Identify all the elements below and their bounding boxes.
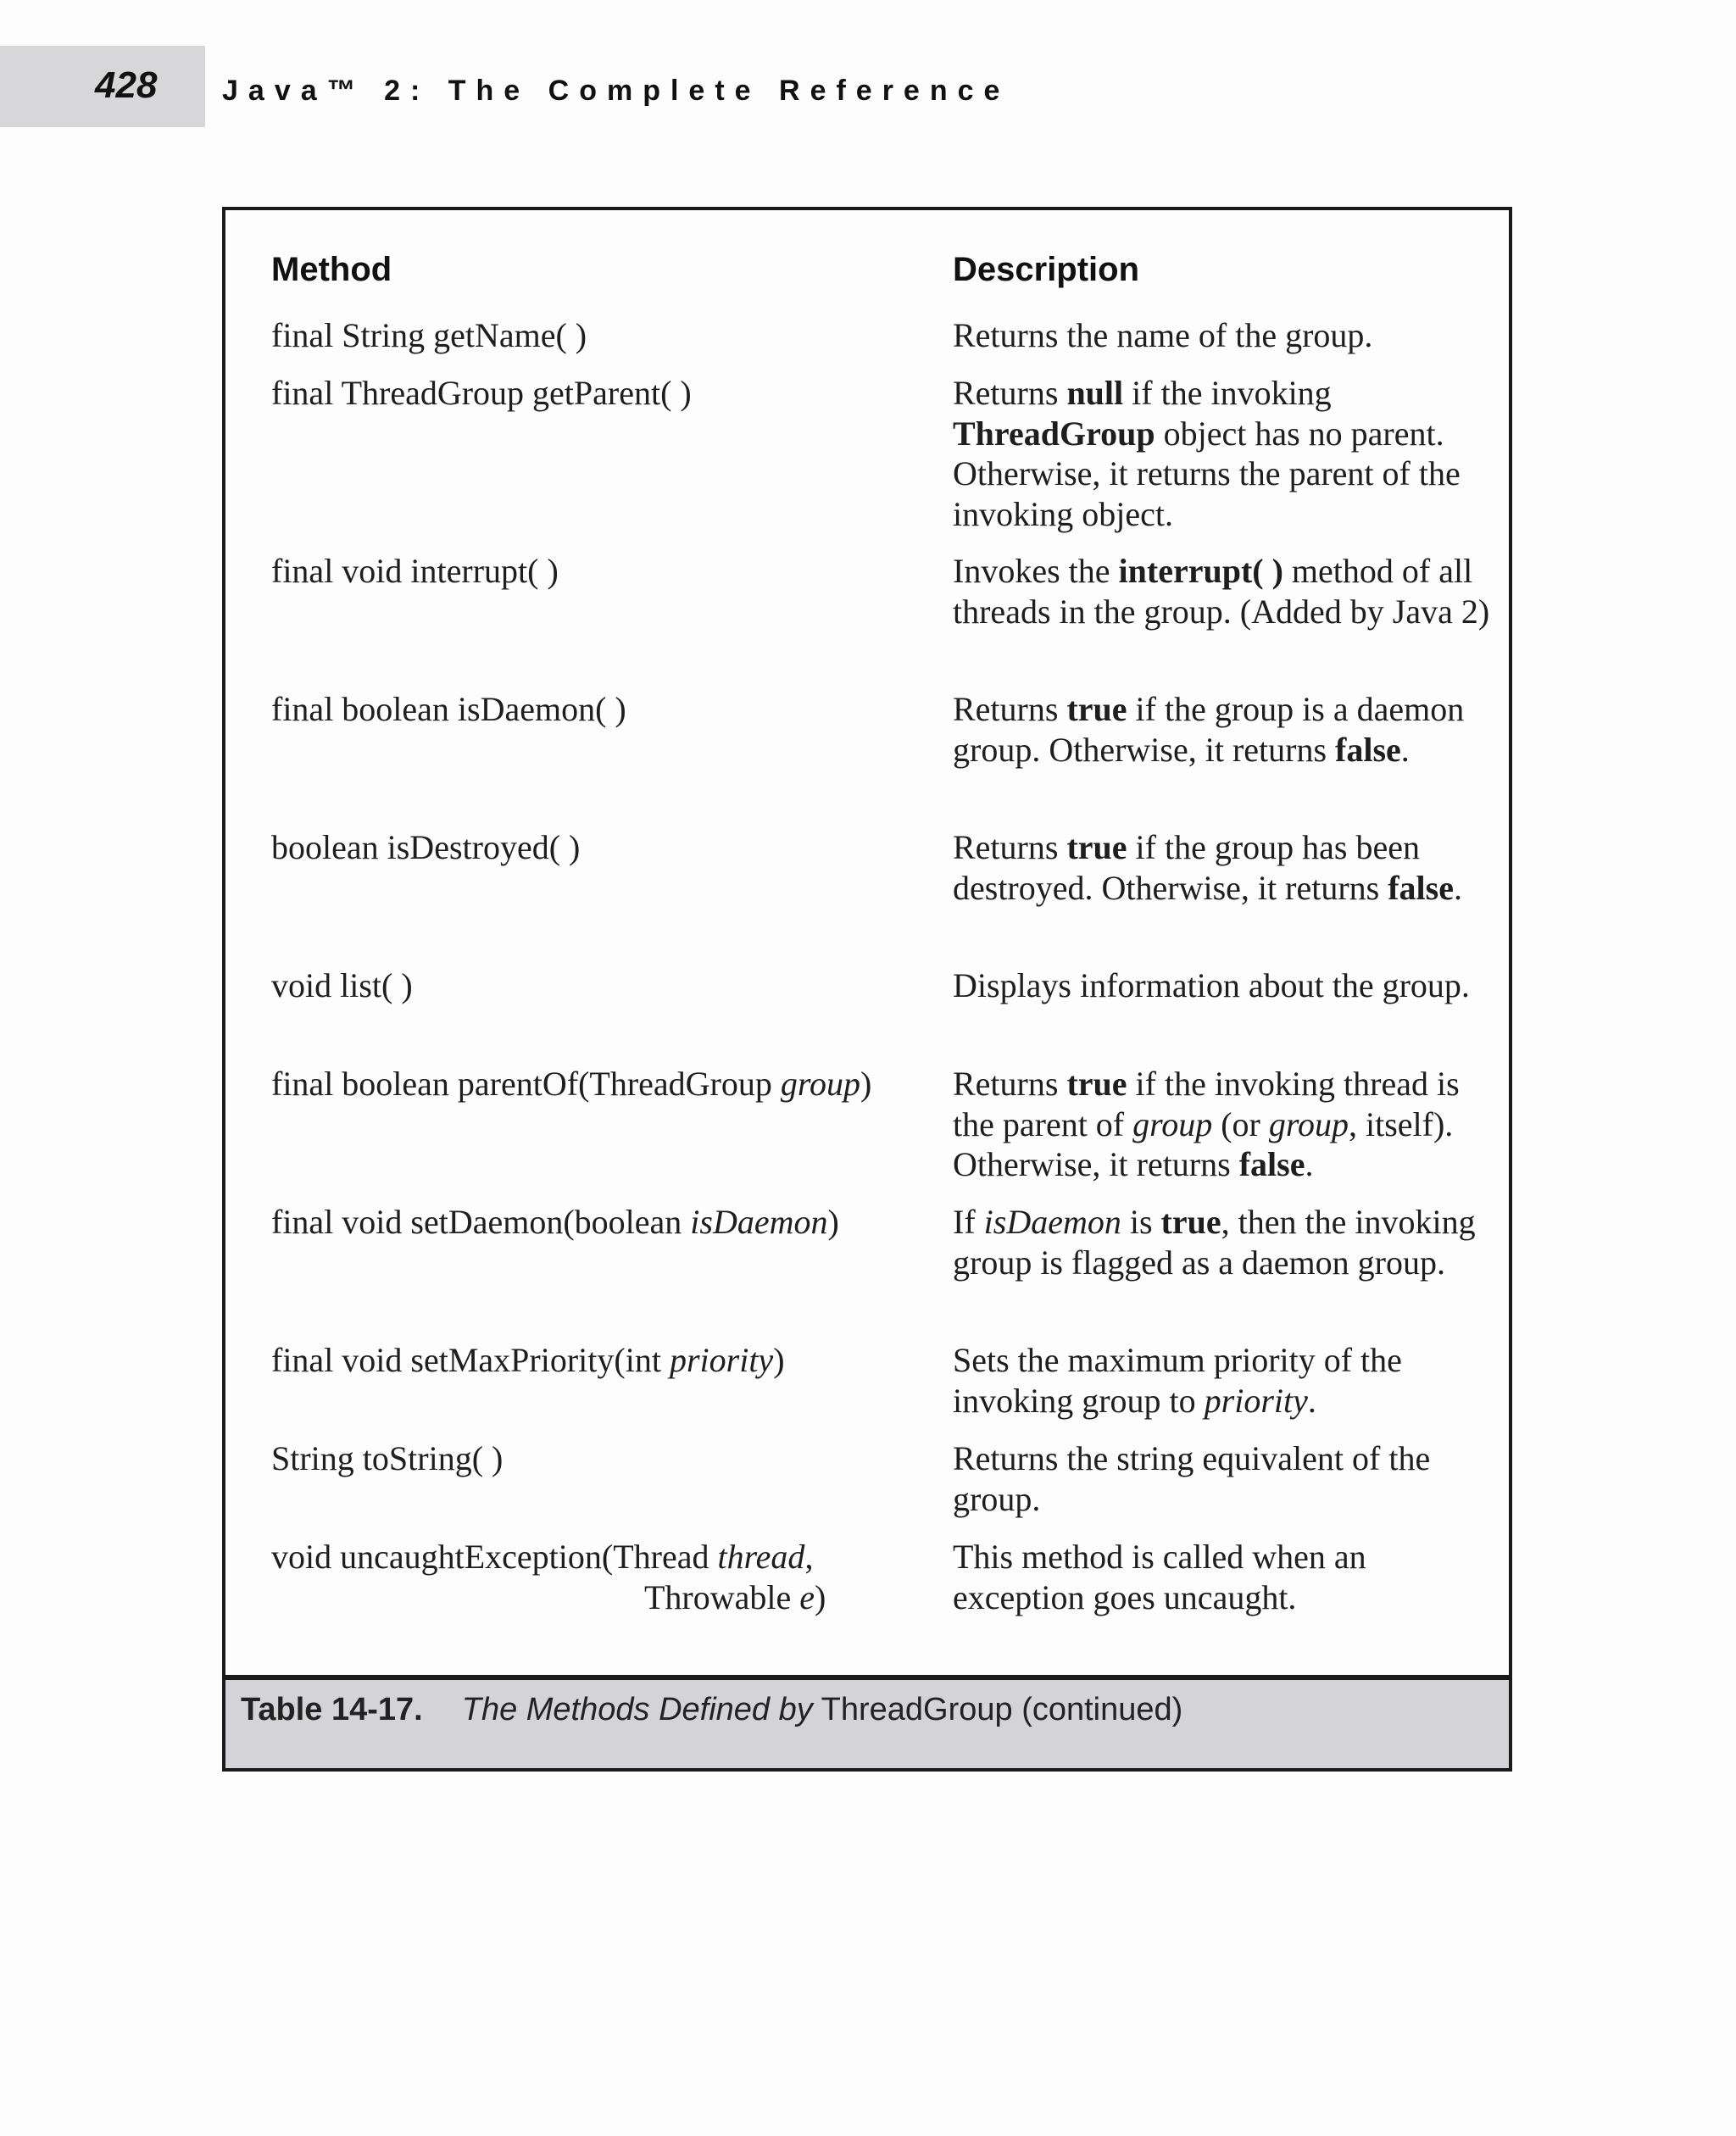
description-parentOf: Returns true if the invoking thread is the parent of group (or group, itself). Otherwise, it returns false. bbox=[953, 1065, 1460, 1183]
page-number: 428 bbox=[95, 64, 158, 106]
method-setDaemon: final void setDaemon(boolean isDaemon) bbox=[271, 1203, 839, 1241]
description-interrupt: Invokes the interrupt( ) method of all threads in the group. (Added by Java 2) bbox=[953, 552, 1490, 631]
method-getParent: final ThreadGroup getParent( ) bbox=[271, 374, 692, 412]
description-toString: Returns the string equivalent of the group. bbox=[953, 1439, 1431, 1518]
table-caption bbox=[241, 1692, 1182, 1728]
caption-suffix: (continued) bbox=[1021, 1692, 1183, 1727]
caption-class-name: ThreadGroup bbox=[821, 1692, 1013, 1727]
method-list: void list( ) bbox=[271, 966, 413, 1004]
description-setMaxPriority: Sets the maximum priority of the invoking group to priority. bbox=[953, 1341, 1402, 1420]
description-uncaughtException: This method is called when an exception goes uncaught. bbox=[953, 1538, 1366, 1616]
description-getName: Returns the name of the group. bbox=[953, 316, 1373, 354]
method-uncaughtException: void uncaughtException(Thread thread, Throwable e) bbox=[271, 1538, 826, 1616]
description-isDaemon: Returns true if the group is a daemon group. Otherwise, it returns false. bbox=[953, 690, 1465, 769]
caption-label: Table 14-17. bbox=[241, 1692, 423, 1727]
description-setDaemon: If isDaemon is true, then the invoking group is flagged as a daemon group. bbox=[953, 1203, 1476, 1282]
running-head: Java™ 2: The Complete Reference bbox=[222, 75, 1010, 107]
caption-title: The Methods Defined by bbox=[461, 1692, 813, 1727]
description-isDestroyed: Returns true if the group has been destroyed. Otherwise, it returns false. bbox=[953, 828, 1462, 907]
description-list: Displays information about the group. bbox=[953, 966, 1470, 1004]
column-header-description: Description bbox=[953, 251, 1140, 288]
method-toString: String toString( ) bbox=[271, 1439, 504, 1477]
method-getName: final String getName( ) bbox=[271, 316, 587, 354]
method-isDestroyed: boolean isDestroyed( ) bbox=[271, 828, 581, 866]
description-getParent: Returns null if the invoking ThreadGroup object has no parent. Otherwise, it returns the parent of the invoking object. bbox=[953, 374, 1461, 533]
column-header-method: Method bbox=[271, 251, 392, 288]
method-parentOf: final boolean parentOf(ThreadGroup group) bbox=[271, 1065, 872, 1103]
method-interrupt: final void interrupt( ) bbox=[271, 552, 559, 590]
method-isDaemon: final boolean isDaemon( ) bbox=[271, 690, 626, 728]
method-setMaxPriority: final void setMaxPriority(int priority) bbox=[271, 1341, 785, 1379]
